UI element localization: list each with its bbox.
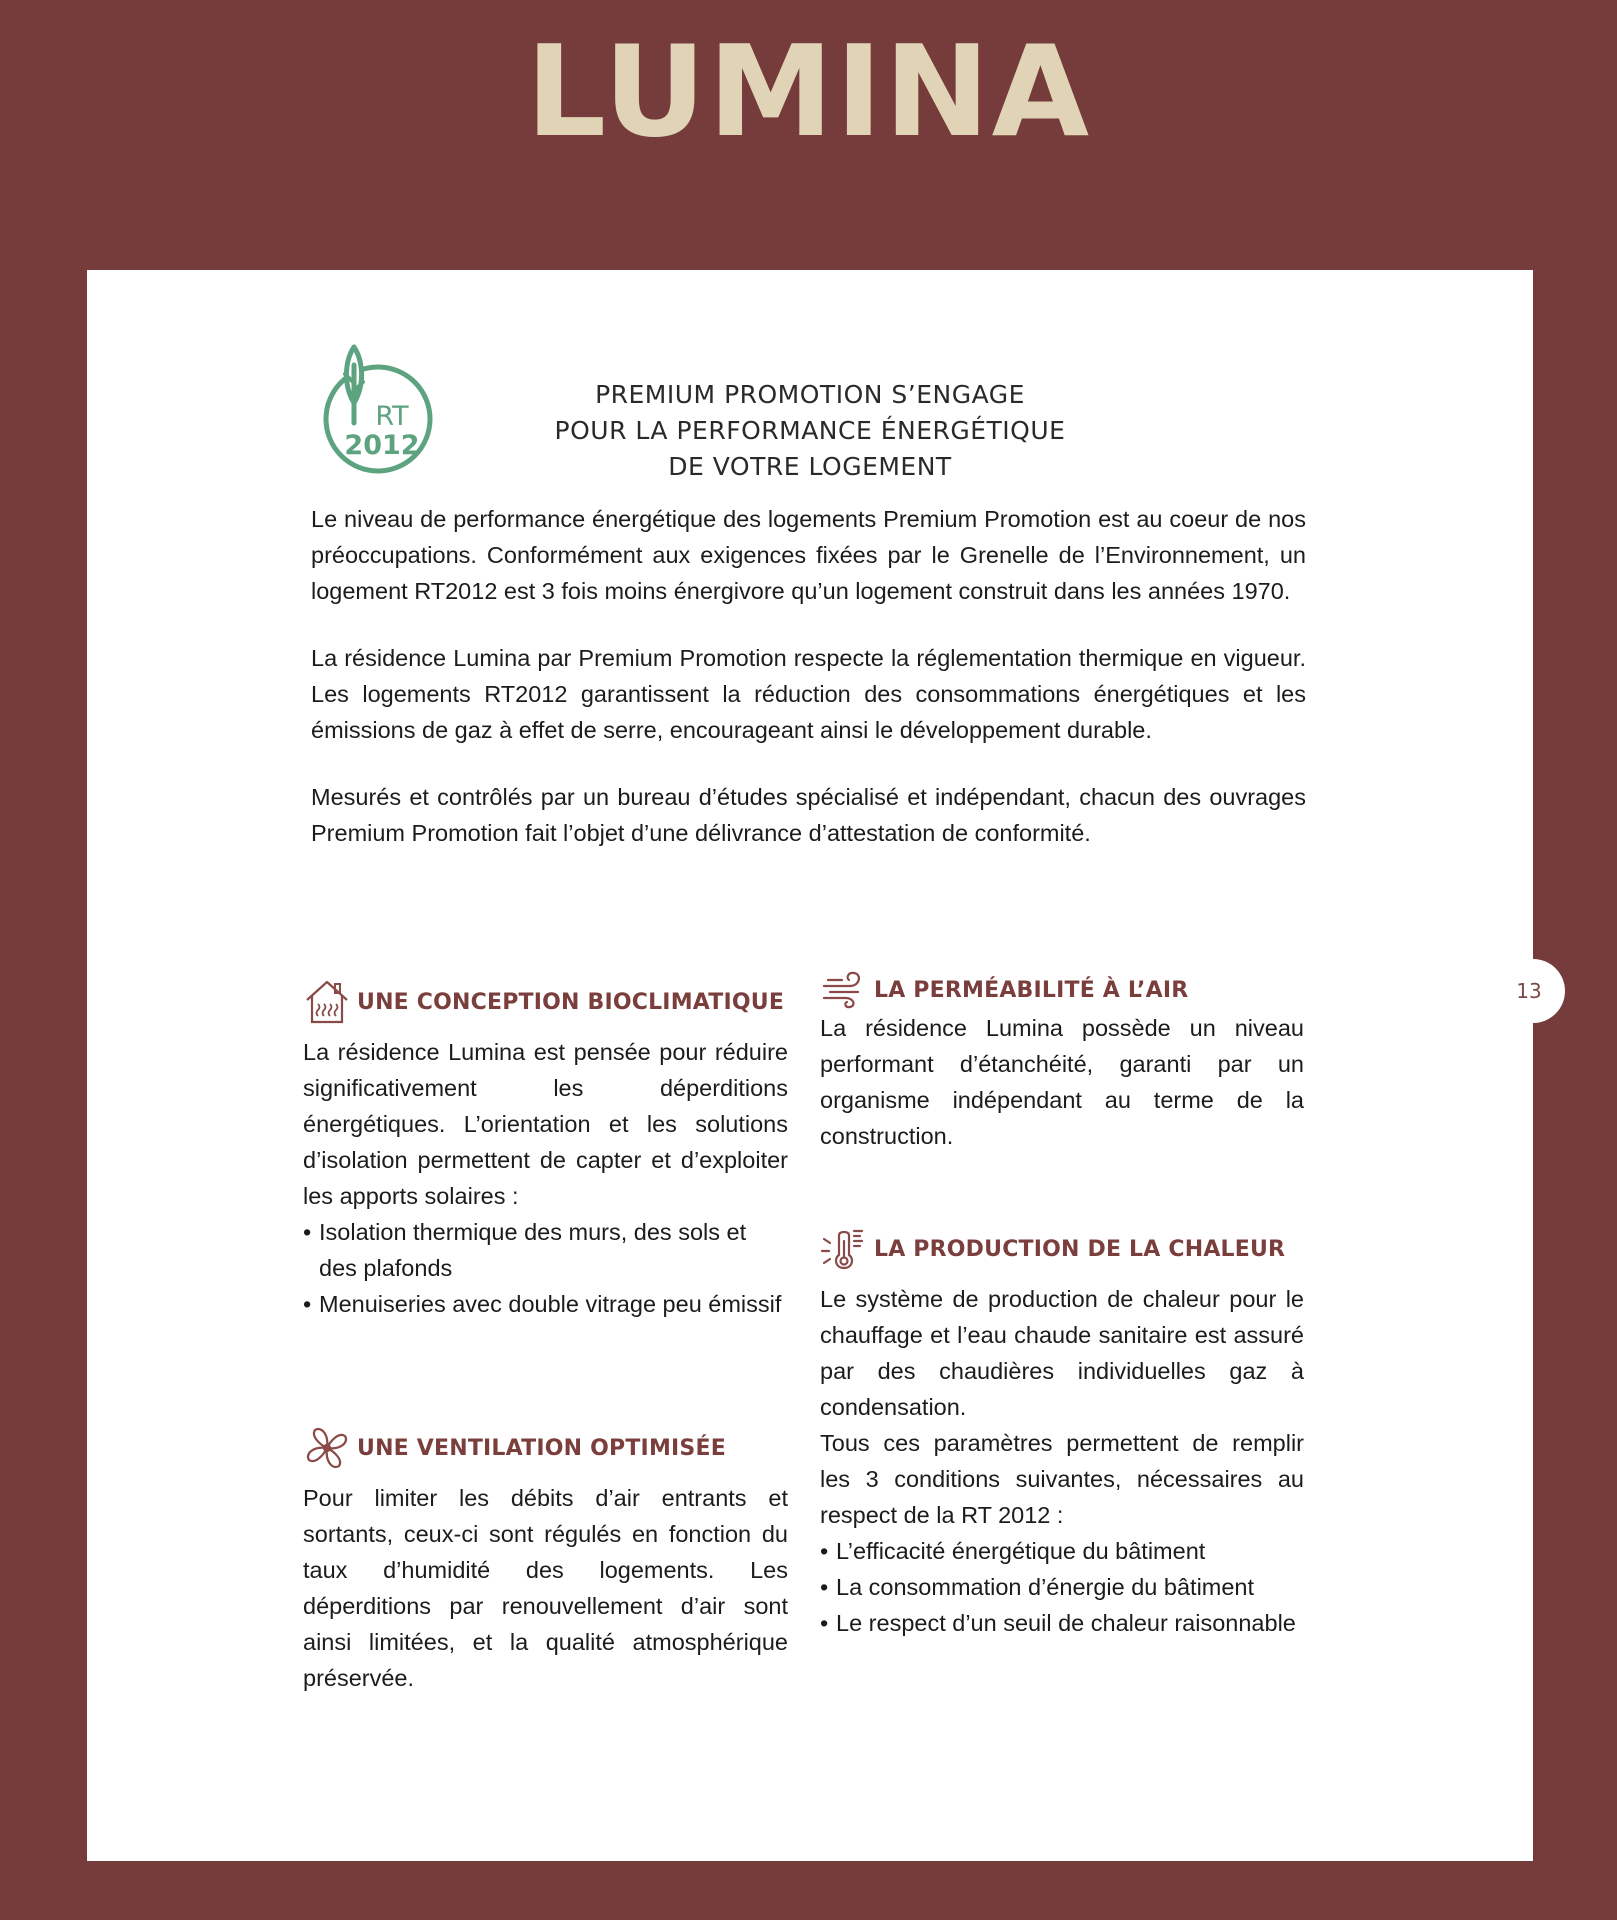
section-bioclimatic [303, 978, 788, 1322]
section-body: Tous ces paramètres permettent de remplir les 3 conditions suivantes, nécessaires au respect de la RT 2012 : [820, 1430, 1304, 1528]
brand-title: LUMINA [525, 18, 1092, 165]
section-heat-production [820, 1225, 1304, 1641]
section-title: UNE CONCEPTION BIOCLIMATIQUE [357, 989, 785, 1015]
logo-year-text: 2012 [344, 430, 420, 461]
section-body: La résidence Lumina possède un niveau performant d’étanchéité, garanti par un organisme indépendant au terme de la construction. [820, 1015, 1304, 1149]
logo-rt-text: RT [375, 401, 409, 432]
intro-paragraph: Le niveau de performance énergétique des logements Premium Promotion est au coeur de nos préoccupations. Conformément aux exigences fixées par le Grenelle de l’Environnement, un logement RT2012 est 3 fois moins énergivore qu’un logement construit dans les années 1970. [311, 506, 1306, 604]
bullet-list [303, 1214, 788, 1322]
headline-line: DE VOTRE LOGEMENT [668, 452, 952, 481]
section-body: La résidence Lumina est pensée pour réduire significativement les déperditions énergétiques. L’orientation et les solutions d’isolation permettent de capter et d’exploiter les apports solaires : [303, 1039, 788, 1209]
house-heat-icon [303, 978, 351, 1026]
page-headline [440, 377, 1180, 485]
section-title: LA PERMÉABILITÉ À L’AIR [874, 977, 1189, 1003]
section-permeability [820, 972, 1304, 1154]
list-item: • Le respect d’un seuil de chaleur raisonnable [820, 1605, 1304, 1641]
section-body: Pour limiter les débits d’air entrants et sortants, ceux-ci sont régulés en fonction du taux d’humidité des logements. Les déperditions par renouvellement d’air sont ainsi limitées, et la qualité atmosphérique préservée. [303, 1485, 788, 1691]
list-item: • Isolation thermique des murs, des sols et des plafonds [303, 1214, 788, 1286]
section-ventilation [303, 1424, 788, 1696]
leaf-icon [345, 347, 363, 423]
headline-line: PREMIUM PROMOTION S’ENGAGE [595, 380, 1025, 409]
section-title: UNE VENTILATION OPTIMISÉE [357, 1435, 726, 1461]
page-number: 13 [1493, 959, 1565, 1023]
list-item: • La consommation d’énergie du bâtiment [820, 1569, 1304, 1605]
fan-icon [303, 1424, 351, 1472]
headline-line: POUR LA PERFORMANCE ÉNERGÉTIQUE [554, 416, 1066, 445]
bullet-list [820, 1533, 1304, 1641]
thermometer-icon [820, 1225, 868, 1273]
list-item: • Menuiseries avec double vitrage peu émissif [303, 1286, 788, 1322]
intro-text [311, 501, 1306, 882]
list-item: • L’efficacité énergétique du bâtiment [820, 1533, 1304, 1569]
section-title: LA PRODUCTION DE LA CHALEUR [874, 1236, 1286, 1262]
wind-icon [820, 966, 868, 1014]
intro-paragraph: Mesurés et contrôlés par un bureau d’études spécialisé et indépendant, chacun des ouvrages Premium Promotion fait l’objet d’une délivrance d’attestation de conformité. [311, 784, 1306, 846]
rt2012-logo [318, 343, 438, 477]
section-body: Le système de production de chaleur pour le chauffage et l’eau chaude sanitaire est assuré par des chaudières individuelles gaz à condensation. [820, 1286, 1304, 1420]
intro-paragraph: La résidence Lumina par Premium Promotion respecte la réglementation thermique en vigueur. Les logements RT2012 garantissent la réduction des consommations énergétiques et les émissions de gaz à effet de serre, encourageant ainsi le développement durable. [311, 645, 1306, 743]
